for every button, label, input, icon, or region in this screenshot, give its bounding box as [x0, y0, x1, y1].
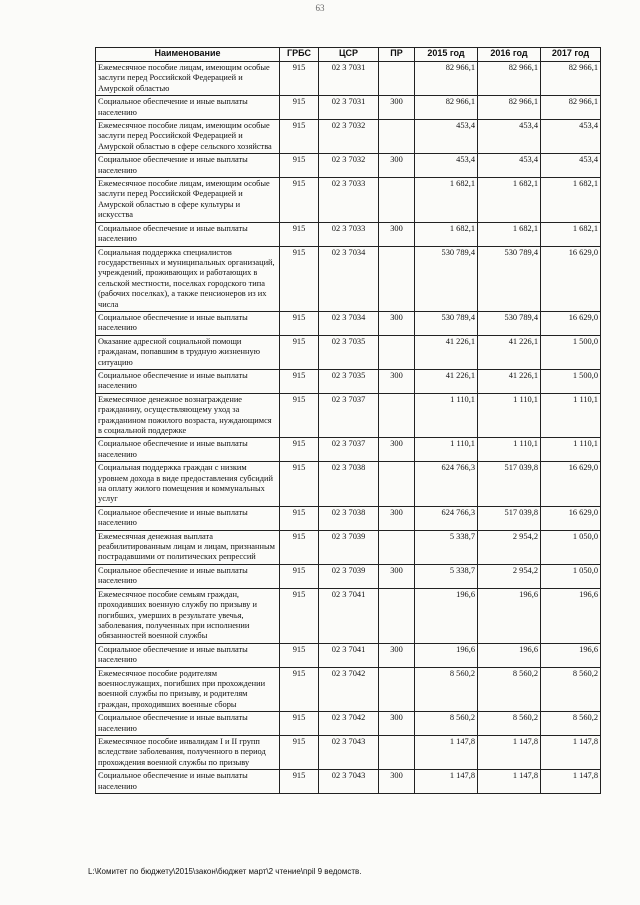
row-2017-cell: 1 500,0	[541, 335, 601, 369]
row-csr-cell: 02 3 7035	[319, 335, 379, 369]
row-2015-cell: 41 226,1	[415, 369, 478, 393]
row-2015-cell: 1 682,1	[415, 222, 478, 246]
row-2017-cell: 8 560,2	[541, 667, 601, 712]
row-2017-cell: 8 560,2	[541, 712, 601, 736]
row-grbs-cell: 915	[280, 770, 319, 794]
row-2015-cell: 530 789,4	[415, 246, 478, 311]
row-grbs-cell: 915	[280, 564, 319, 588]
row-pr-cell	[379, 246, 415, 311]
row-grbs-cell: 915	[280, 369, 319, 393]
row-csr-cell: 02 3 7032	[319, 154, 379, 178]
table-body	[96, 62, 601, 794]
row-grbs-cell: 915	[280, 154, 319, 178]
row-name-cell: Социальная поддержка граждан с низким уровнем дохода в виде предоставления субсидий на оплату жилого помещения и коммунальных услуг	[96, 462, 280, 507]
row-2016-cell: 453,4	[478, 120, 541, 154]
row-2016-cell: 196,6	[478, 588, 541, 643]
row-2017-cell: 16 629,0	[541, 506, 601, 530]
row-2015-cell: 1 147,8	[415, 770, 478, 794]
row-2015-cell: 1 110,1	[415, 393, 478, 438]
row-pr-cell: 300	[379, 96, 415, 120]
table-row	[96, 178, 601, 223]
row-csr-cell: 02 3 7041	[319, 643, 379, 667]
table-row	[96, 96, 601, 120]
row-csr-cell: 02 3 7035	[319, 369, 379, 393]
row-2015-cell: 1 147,8	[415, 735, 478, 769]
row-2017-cell: 1 147,8	[541, 770, 601, 794]
row-2015-cell: 82 966,1	[415, 62, 478, 96]
row-name-cell: Социальное обеспечение и иные выплаты населению	[96, 438, 280, 462]
row-csr-cell: 02 3 7041	[319, 588, 379, 643]
table-row	[96, 588, 601, 643]
row-pr-cell	[379, 178, 415, 223]
row-2017-cell: 1 110,1	[541, 393, 601, 438]
row-name-cell: Социальная поддержка специалистов государственных и муниципальных организаций, учреждений, проживающих и работающих в сельской местности, поселках городского типа (рабочих поселках), а также пенсионеров из их числа	[96, 246, 280, 311]
row-2016-cell: 1 110,1	[478, 438, 541, 462]
row-2016-cell: 530 789,4	[478, 311, 541, 335]
table-row	[96, 462, 601, 507]
row-2015-cell: 8 560,2	[415, 667, 478, 712]
row-name-cell: Ежемесячное пособие лицам, имеющим особые заслуги перед Российской Федерацией и Амурской областью в сфере культуры и искусства	[96, 178, 280, 223]
table-row	[96, 311, 601, 335]
table-row	[96, 438, 601, 462]
table-row	[96, 246, 601, 311]
table-row	[96, 712, 601, 736]
row-2016-cell: 1 682,1	[478, 222, 541, 246]
row-2015-cell: 453,4	[415, 120, 478, 154]
row-csr-cell: 02 3 7042	[319, 667, 379, 712]
row-2017-cell: 16 629,0	[541, 462, 601, 507]
row-2015-cell: 82 966,1	[415, 96, 478, 120]
row-pr-cell: 300	[379, 712, 415, 736]
row-2015-cell: 1 110,1	[415, 438, 478, 462]
row-csr-cell: 02 3 7043	[319, 735, 379, 769]
row-grbs-cell: 915	[280, 222, 319, 246]
row-2017-cell: 1 110,1	[541, 438, 601, 462]
row-name-cell: Социальное обеспечение и иные выплаты населению	[96, 222, 280, 246]
row-name-cell: Социальное обеспечение и иные выплаты населению	[96, 770, 280, 794]
row-2017-cell: 1 050,0	[541, 564, 601, 588]
header-2016: 2016 год	[478, 48, 541, 62]
row-2015-cell: 530 789,4	[415, 311, 478, 335]
row-2015-cell: 196,6	[415, 643, 478, 667]
row-pr-cell	[379, 393, 415, 438]
row-csr-cell: 02 3 7037	[319, 438, 379, 462]
row-2017-cell: 16 629,0	[541, 246, 601, 311]
row-csr-cell: 02 3 7033	[319, 222, 379, 246]
row-2017-cell: 453,4	[541, 154, 601, 178]
row-grbs-cell: 915	[280, 246, 319, 311]
table-row	[96, 506, 601, 530]
row-name-cell: Социальное обеспечение и иные выплаты населению	[96, 311, 280, 335]
row-grbs-cell: 915	[280, 735, 319, 769]
row-grbs-cell: 915	[280, 62, 319, 96]
row-name-cell: Социальное обеспечение и иные выплаты населению	[96, 506, 280, 530]
table-row	[96, 735, 601, 769]
row-name-cell: Ежемесячная денежная выплата реабилитированным лицам и лицам, признанным пострадавшими от политических репрессий	[96, 530, 280, 564]
table-row	[96, 62, 601, 96]
row-name-cell: Ежемесячное пособие лицам, имеющим особые заслуги перед Российской Федерацией и Амурской областью в сфере сельского хозяйства	[96, 120, 280, 154]
row-pr-cell: 300	[379, 770, 415, 794]
header-csr: ЦСР	[319, 48, 379, 62]
row-2017-cell: 196,6	[541, 643, 601, 667]
row-name-cell: Ежемесячное пособие семьям граждан, проходивших военную службу по призыву и погибших, умерших в результате увечья, заболевания, полученных при исполнении обязанностей военной службы	[96, 588, 280, 643]
row-2015-cell: 196,6	[415, 588, 478, 643]
row-csr-cell: 02 3 7033	[319, 178, 379, 223]
row-grbs-cell: 915	[280, 120, 319, 154]
row-grbs-cell: 915	[280, 311, 319, 335]
row-name-cell: Социальное обеспечение и иные выплаты населению	[96, 154, 280, 178]
row-2016-cell: 1 682,1	[478, 178, 541, 223]
row-2015-cell: 41 226,1	[415, 335, 478, 369]
row-2017-cell: 453,4	[541, 120, 601, 154]
table-row	[96, 222, 601, 246]
header-grbs: ГРБС	[280, 48, 319, 62]
row-pr-cell	[379, 588, 415, 643]
row-2015-cell: 453,4	[415, 154, 478, 178]
table-row	[96, 530, 601, 564]
row-csr-cell: 02 3 7038	[319, 462, 379, 507]
row-2016-cell: 453,4	[478, 154, 541, 178]
row-name-cell: Социальное обеспечение и иные выплаты населению	[96, 712, 280, 736]
page-number: 63	[315, 3, 325, 13]
row-grbs-cell: 915	[280, 178, 319, 223]
row-name-cell: Ежемесячное пособие родителям военнослужащих, погибших при прохождении военной службы по призыву, и родителям граждан, проходивших военные сборы	[96, 667, 280, 712]
row-2016-cell: 82 966,1	[478, 62, 541, 96]
row-grbs-cell: 915	[280, 643, 319, 667]
row-csr-cell: 02 3 7032	[319, 120, 379, 154]
table-row	[96, 154, 601, 178]
row-grbs-cell: 915	[280, 530, 319, 564]
row-2015-cell: 5 338,7	[415, 530, 478, 564]
header-2017: 2017 год	[541, 48, 601, 62]
row-2016-cell: 517 039,8	[478, 506, 541, 530]
row-name-cell: Социальное обеспечение и иные выплаты населению	[96, 96, 280, 120]
row-csr-cell: 02 3 7039	[319, 530, 379, 564]
row-2015-cell: 1 682,1	[415, 178, 478, 223]
row-2017-cell: 16 629,0	[541, 311, 601, 335]
row-grbs-cell: 915	[280, 506, 319, 530]
row-pr-cell	[379, 667, 415, 712]
row-name-cell: Социальное обеспечение и иные выплаты населению	[96, 369, 280, 393]
row-2016-cell: 196,6	[478, 643, 541, 667]
row-2016-cell: 1 147,8	[478, 735, 541, 769]
budget-table	[95, 47, 601, 794]
row-pr-cell	[379, 120, 415, 154]
row-2016-cell: 41 226,1	[478, 369, 541, 393]
row-name-cell: Социальное обеспечение и иные выплаты населению	[96, 564, 280, 588]
table-row	[96, 335, 601, 369]
row-2016-cell: 8 560,2	[478, 712, 541, 736]
row-2015-cell: 624 766,3	[415, 506, 478, 530]
row-grbs-cell: 915	[280, 712, 319, 736]
table-header-row	[96, 48, 601, 62]
row-grbs-cell: 915	[280, 393, 319, 438]
row-pr-cell	[379, 462, 415, 507]
row-pr-cell: 300	[379, 643, 415, 667]
table-row	[96, 393, 601, 438]
row-csr-cell: 02 3 7038	[319, 506, 379, 530]
row-2017-cell: 82 966,1	[541, 62, 601, 96]
row-grbs-cell: 915	[280, 438, 319, 462]
row-pr-cell: 300	[379, 154, 415, 178]
row-grbs-cell: 915	[280, 667, 319, 712]
row-grbs-cell: 915	[280, 588, 319, 643]
table-row	[96, 564, 601, 588]
row-pr-cell	[379, 735, 415, 769]
row-pr-cell: 300	[379, 438, 415, 462]
row-grbs-cell: 915	[280, 335, 319, 369]
row-grbs-cell: 915	[280, 462, 319, 507]
row-csr-cell: 02 3 7034	[319, 311, 379, 335]
row-2016-cell: 530 789,4	[478, 246, 541, 311]
row-pr-cell: 300	[379, 369, 415, 393]
row-csr-cell: 02 3 7042	[319, 712, 379, 736]
row-csr-cell: 02 3 7043	[319, 770, 379, 794]
row-2016-cell: 82 966,1	[478, 96, 541, 120]
row-name-cell: Социальное обеспечение и иные выплаты населению	[96, 643, 280, 667]
row-name-cell: Ежемесячное пособие лицам, имеющим особые заслуги перед Российской Федерацией и Амурской областью	[96, 62, 280, 96]
row-pr-cell: 300	[379, 506, 415, 530]
row-2016-cell: 1 147,8	[478, 770, 541, 794]
header-2015: 2015 год	[415, 48, 478, 62]
row-csr-cell: 02 3 7031	[319, 62, 379, 96]
row-2016-cell: 41 226,1	[478, 335, 541, 369]
row-2017-cell: 82 966,1	[541, 96, 601, 120]
row-grbs-cell: 915	[280, 96, 319, 120]
row-pr-cell: 300	[379, 222, 415, 246]
row-name-cell: Ежемесячное пособие инвалидам I и II групп вследствие заболевания, полученного в период прохождения военной службы по призыву	[96, 735, 280, 769]
row-csr-cell: 02 3 7031	[319, 96, 379, 120]
table-row	[96, 667, 601, 712]
row-2017-cell: 1 682,1	[541, 222, 601, 246]
table-row	[96, 120, 601, 154]
row-2016-cell: 8 560,2	[478, 667, 541, 712]
table-row	[96, 770, 601, 794]
row-2017-cell: 1 500,0	[541, 369, 601, 393]
row-pr-cell	[379, 62, 415, 96]
row-pr-cell	[379, 530, 415, 564]
row-2016-cell: 1 110,1	[478, 393, 541, 438]
row-name-cell: Ежемесячное денежное вознаграждение гражданину, осуществляющему уход за гражданином пожилого возраста, нуждающимся в социальной поддержке	[96, 393, 280, 438]
row-pr-cell: 300	[379, 311, 415, 335]
row-2016-cell: 2 954,2	[478, 530, 541, 564]
row-pr-cell: 300	[379, 564, 415, 588]
row-name-cell: Оказание адресной социальной помощи гражданам, попавшим в трудную жизненную ситуацию	[96, 335, 280, 369]
row-2015-cell: 5 338,7	[415, 564, 478, 588]
row-csr-cell: 02 3 7039	[319, 564, 379, 588]
row-csr-cell: 02 3 7034	[319, 246, 379, 311]
table-row	[96, 369, 601, 393]
row-2017-cell: 1 050,0	[541, 530, 601, 564]
row-2016-cell: 517 039,8	[478, 462, 541, 507]
row-csr-cell: 02 3 7037	[319, 393, 379, 438]
file-path-footer: L:\Комитет по бюджету\2015\закон\бюджет март\2 чтение\прil 9 ведомств.	[88, 867, 362, 876]
table-row	[96, 643, 601, 667]
header-name: Наименование	[96, 48, 280, 62]
row-2017-cell: 1 682,1	[541, 178, 601, 223]
row-2017-cell: 196,6	[541, 588, 601, 643]
row-2017-cell: 1 147,8	[541, 735, 601, 769]
row-pr-cell	[379, 335, 415, 369]
header-pr: ПР	[379, 48, 415, 62]
row-2015-cell: 624 766,3	[415, 462, 478, 507]
row-2015-cell: 8 560,2	[415, 712, 478, 736]
row-2016-cell: 2 954,2	[478, 564, 541, 588]
